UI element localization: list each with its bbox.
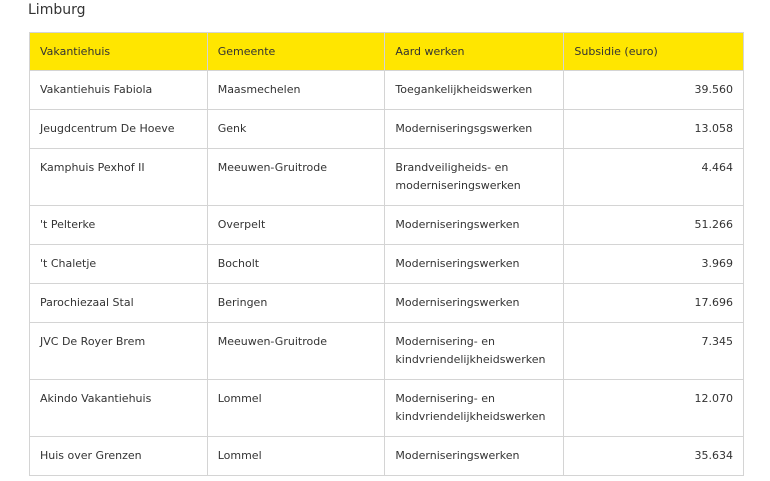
cell-aard-werken: [385, 323, 564, 380]
aard-line: Modernisering- en: [395, 392, 495, 405]
cell-subsidie: 13.058: [564, 110, 744, 149]
cell-gemeente: Overpelt: [207, 206, 385, 245]
cell-subsidie: 12.070: [564, 380, 744, 437]
cell-subsidie: 35.634: [564, 437, 744, 476]
aard-line: Moderniseringswerken: [395, 449, 520, 462]
aard-line: moderniseringswerken: [395, 179, 521, 192]
cell-gemeente: Maasmechelen: [207, 71, 385, 110]
cell-subsidie: 7.345: [564, 323, 744, 380]
cell-aard-werken: [385, 437, 564, 476]
cell-aard-werken: [385, 206, 564, 245]
cell-vakantiehuis: Parochiezaal Stal: [30, 284, 208, 323]
cell-gemeente: Lommel: [207, 380, 385, 437]
cell-gemeente: Meeuwen-Gruitrode: [207, 323, 385, 380]
aard-line: Brandveiligheids- en: [395, 161, 509, 174]
cell-vakantiehuis: Vakantiehuis Fabiola: [30, 71, 208, 110]
cell-vakantiehuis: JVC De Royer Brem: [30, 323, 208, 380]
table-row: [30, 437, 744, 476]
cell-gemeente: Lommel: [207, 437, 385, 476]
aard-line: Toegankelijkheidswerken: [395, 83, 533, 96]
cell-subsidie: 3.969: [564, 245, 744, 284]
aard-line: Moderniseringswerken: [395, 296, 520, 309]
cell-subsidie: 39.560: [564, 71, 744, 110]
region-title: Limburg: [28, 2, 86, 18]
header-aard-werken: Aard werken: [385, 33, 564, 71]
table-row: [30, 71, 744, 110]
cell-gemeente: Genk: [207, 110, 385, 149]
header-subsidie: Subsidie (euro): [564, 33, 744, 71]
table-row: [30, 323, 744, 380]
cell-vakantiehuis: Jeugdcentrum De Hoeve: [30, 110, 208, 149]
cell-vakantiehuis: Huis over Grenzen: [30, 437, 208, 476]
aard-line: Modernisering- en: [395, 335, 495, 348]
aard-line: Moderniseringswerken: [395, 257, 520, 270]
cell-gemeente: Meeuwen-Gruitrode: [207, 149, 385, 206]
aard-line: kindvriendelijkheidswerken: [395, 353, 546, 366]
table-row: [30, 149, 744, 206]
cell-aard-werken: [385, 110, 564, 149]
subsidy-table: [29, 32, 744, 476]
cell-aard-werken: [385, 380, 564, 437]
header-vakantiehuis: Vakantiehuis: [30, 33, 208, 71]
table-row: [30, 245, 744, 284]
cell-gemeente: Beringen: [207, 284, 385, 323]
cell-vakantiehuis: Kamphuis Pexhof II: [30, 149, 208, 206]
header-gemeente: Gemeente: [207, 33, 385, 71]
table-header-row: [30, 33, 744, 71]
aard-line: Moderniseringsgswerken: [395, 122, 533, 135]
cell-aard-werken: [385, 284, 564, 323]
table-row: [30, 206, 744, 245]
cell-gemeente: Bocholt: [207, 245, 385, 284]
cell-aard-werken: [385, 245, 564, 284]
aard-line: kindvriendelijkheidswerken: [395, 410, 546, 423]
cell-vakantiehuis: 't Chaletje: [30, 245, 208, 284]
table-row: [30, 110, 744, 149]
cell-vakantiehuis: 't Pelterke: [30, 206, 208, 245]
table-row: [30, 284, 744, 323]
cell-subsidie: 17.696: [564, 284, 744, 323]
cell-subsidie: 4.464: [564, 149, 744, 206]
cell-aard-werken: [385, 71, 564, 110]
table-row: [30, 380, 744, 437]
cell-aard-werken: [385, 149, 564, 206]
aard-line: Moderniseringswerken: [395, 218, 520, 231]
cell-vakantiehuis: Akindo Vakantiehuis: [30, 380, 208, 437]
cell-subsidie: 51.266: [564, 206, 744, 245]
